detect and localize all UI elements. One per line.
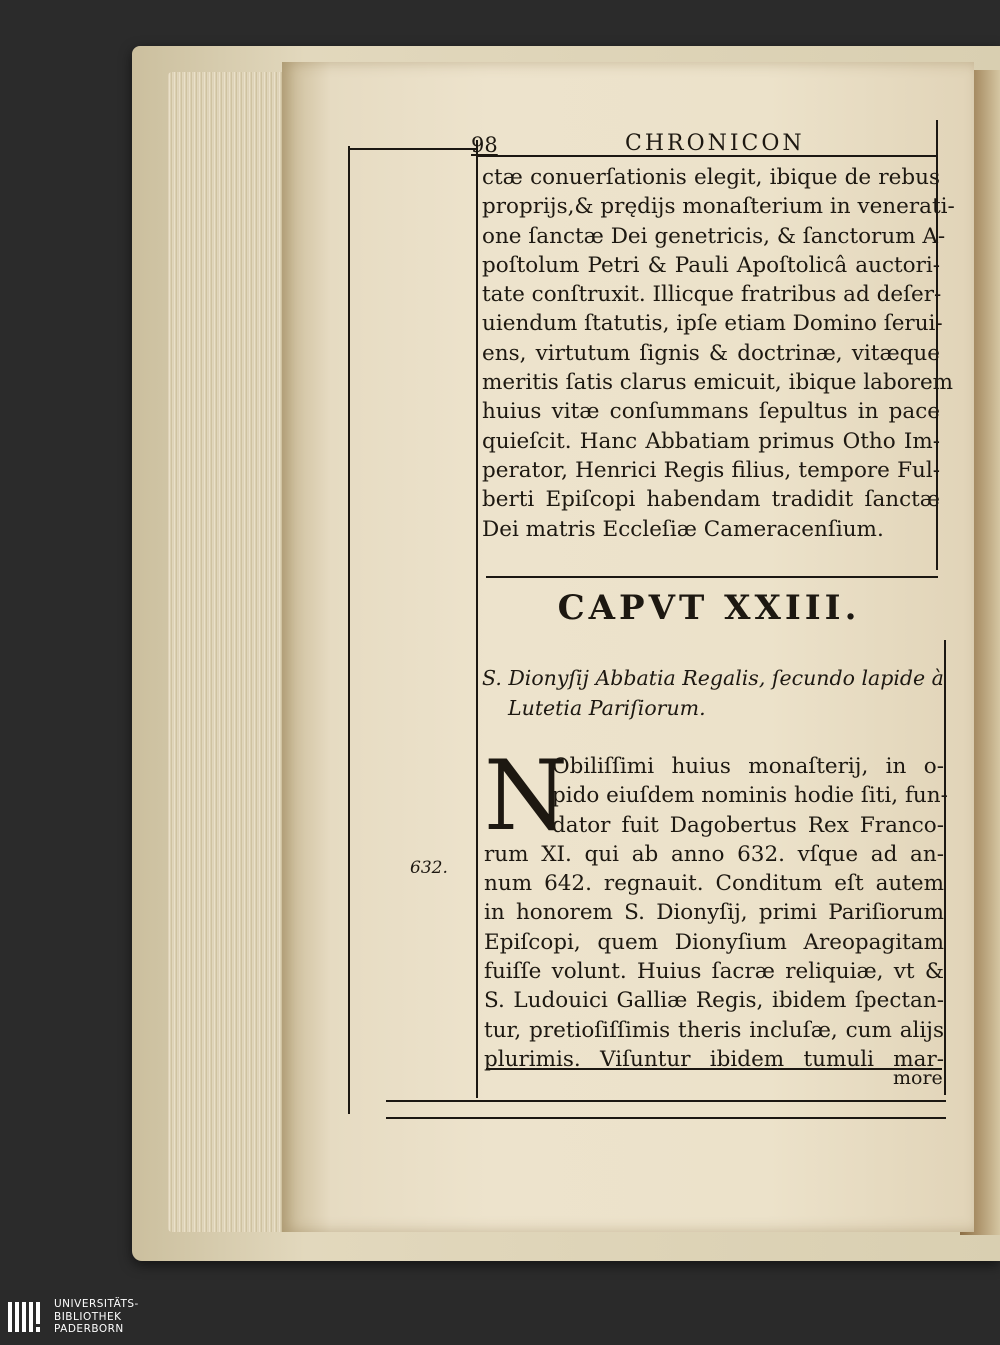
paragraph-2 — [484, 752, 948, 1074]
paragraph-1 — [482, 163, 955, 544]
text-line: meritis ſatis clarus emicuit, ibique laborem — [482, 370, 954, 396]
text-line: huius vitæ conſummans ſepultus in pace — [482, 399, 940, 425]
text-line: S. Ludouici Galliæ Regis, ibidem ſpectan- — [484, 988, 944, 1014]
text-line: ctæ conuerſationis elegit, ibique de rebus — [482, 165, 940, 190]
top-rule — [348, 148, 478, 150]
text-line: rum XI. qui ab anno 632. vſque ad an- — [484, 841, 944, 867]
subtitle-line: S. Dionyſij Abbatia Regalis, ſecundo lapide à — [482, 666, 944, 690]
library-name-line: UNIVERSITÄTS- — [54, 1298, 139, 1310]
text-line: berti Epiſcopi habendam tradidit ſanctæ — [482, 487, 940, 513]
text-line: in honorem S. Dionyſij, primi Pariſiorum — [484, 900, 944, 926]
text-line: Epiſcopi, quem Dionyſium Areopagitam — [484, 929, 944, 955]
margin-note: 632. — [410, 858, 448, 878]
text-line: pido eiuſdem nominis hodie ſiti, fun- — [552, 783, 948, 809]
library-name — [54, 1298, 139, 1336]
text-line: fuiſſe volunt. Huius ſacræ reliquiæ, vt & — [484, 959, 944, 985]
subtitle-line: Lutetia Pariſiorum. — [508, 696, 706, 720]
running-head: CHRONICON — [625, 131, 805, 156]
text-line: tate conſtruxit. Illicque fratribus ad deſer- — [482, 282, 942, 308]
drop-cap: N — [484, 740, 568, 852]
bottom-rule-thin — [386, 1117, 946, 1119]
text-line: proprijs,& prędijs monaſterium in venerati- — [482, 194, 955, 220]
text-line: quieſcit. Hanc Abbatiam primus Otho Im- — [482, 428, 940, 454]
text-line: Obiliſſimi huius monaſterij, in o- — [552, 754, 944, 779]
text-line: num 642. regnauit. Conditum eſt autem — [484, 871, 944, 897]
page-number: 98 — [471, 133, 498, 157]
library-logo-icon — [8, 1298, 48, 1338]
text-line: poſtolum Petri & Pauli Apoſtolicâ auctori- — [482, 252, 940, 278]
catchword: more — [893, 1067, 943, 1089]
library-name-line: PADERBORN — [54, 1323, 124, 1335]
bottom-rule — [386, 1100, 946, 1102]
text-line: Dei matris Eccleſiæ Cameracenſium. — [482, 516, 884, 542]
text-line: perator, Henrici Regis filius, tempore Ful- — [482, 457, 940, 483]
text-line: one ſanctæ Dei genetricis, & ſanctorum A- — [482, 223, 946, 249]
chapter-rule — [486, 576, 938, 578]
text-line: uiendum ſtatutis, ipſe etiam Domino ſerui- — [482, 311, 943, 337]
page-edges — [168, 72, 288, 1232]
left-frame-rule — [348, 146, 350, 1114]
chapter-title: CAPVT XXIII. — [557, 588, 861, 628]
column-left-rule — [476, 140, 478, 1098]
chapter-subtitle — [482, 663, 947, 723]
library-name-line: BIBLIOTHEK — [54, 1310, 122, 1323]
text-line: plurimis. Viſuntur ibidem tumuli mar- — [484, 1046, 944, 1072]
text-line: ens, virtutum ſignis & doctrinæ, vitæque — [482, 340, 940, 366]
text-line: tur, pretioſiſſimis theris incluſæ, cum alijs — [484, 1017, 944, 1043]
text-line: dator fuit Dagobertus Rex Franco- — [552, 812, 944, 838]
